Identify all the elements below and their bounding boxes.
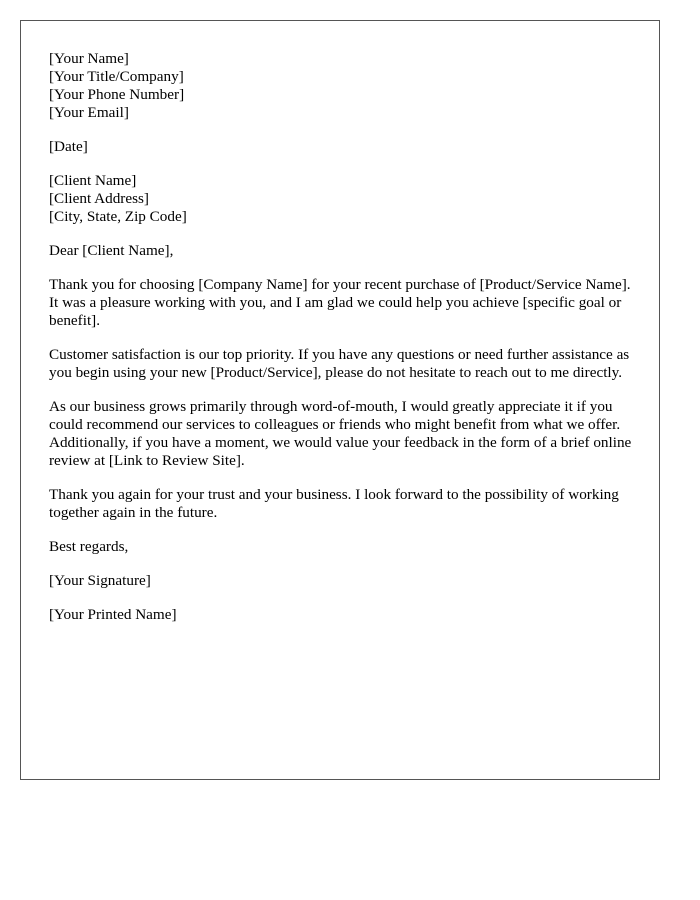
sender-email: [Your Email] [49, 104, 129, 121]
closing: Best regards, [49, 538, 129, 555]
sender-title-company: [Your Title/Company] [49, 68, 184, 85]
recipient-city-state-zip: [City, State, Zip Code] [49, 208, 187, 225]
sender-block [49, 50, 641, 122]
body-paragraph-3: As our business grows primarily through word-of-mouth, I would greatly appreciate it if you could recommend our services to colleagues or friends who might benefit from what we offer. Additionally, if you have a moment, we would value your feedback in the form of a brief online review at [Link to Review Site]. [49, 398, 632, 469]
printed-name: [Your Printed Name] [49, 606, 177, 623]
date-block [49, 138, 641, 156]
letter-date: [Date] [49, 138, 88, 155]
body-paragraph-4: Thank you again for your trust and your business. I look forward to the possibility of working together again in the future. [49, 486, 619, 521]
sender-phone: [Your Phone Number] [49, 86, 185, 103]
sender-name: [Your Name] [49, 50, 129, 67]
recipient-address: [Client Address] [49, 190, 149, 207]
salutation: Dear [Client Name], [49, 242, 174, 259]
signature: [Your Signature] [49, 572, 151, 589]
body-paragraph-2: Customer satisfaction is our top priority. If you have any questions or need further assistance as you begin using your new [Product/Service], please do not hesitate to reach out to me directly. [49, 346, 630, 381]
recipient-block [49, 172, 641, 226]
body-paragraph-1: Thank you for choosing [Company Name] for your recent purchase of [Product/Service Name]. It was a pleasure working with you, and I am glad we could help you achieve [specific goal or benefit]. [49, 276, 631, 329]
recipient-name: [Client Name] [49, 172, 137, 189]
letter-content [49, 50, 641, 640]
letter-page [20, 20, 660, 780]
